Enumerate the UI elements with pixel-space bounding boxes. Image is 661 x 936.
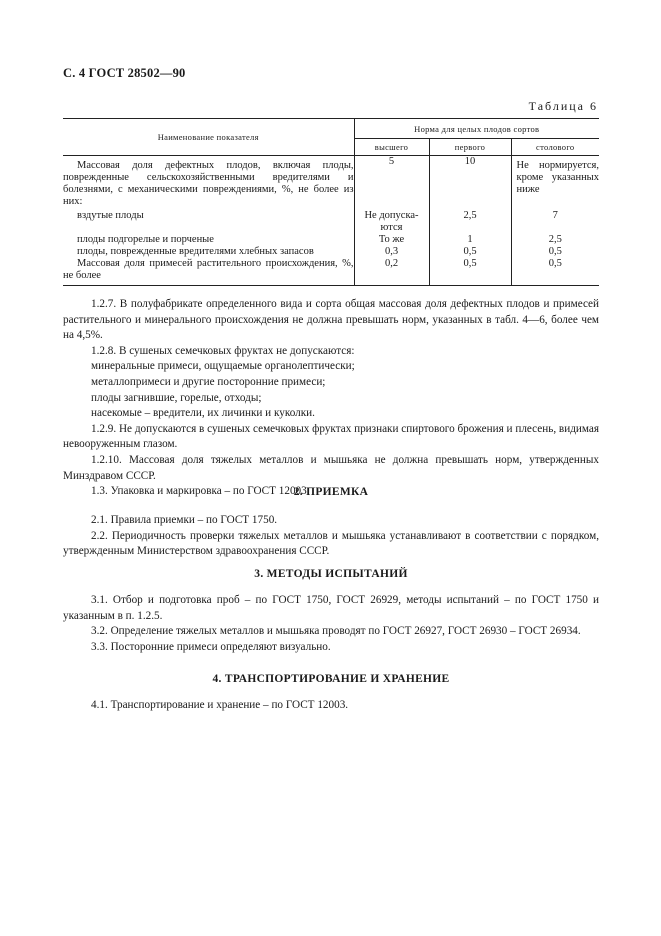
section-2-title: 2. ПРИЕМКА xyxy=(293,486,369,498)
section-4-body xyxy=(63,698,599,714)
clause-1-3: 1.3. Упаковка и маркировка – по ГОСТ 12003. xyxy=(91,485,310,498)
row-name: Массовая доля примесей растительного происхождения, %, не более xyxy=(63,258,354,286)
row-value-stolovogo: 7 xyxy=(511,210,599,234)
row-value-vysshego: 5 xyxy=(354,156,429,211)
row-value-pervogo: 2,5 xyxy=(429,210,511,234)
row-name: плоды подгорелые и порченые xyxy=(77,234,214,245)
list-item: металлопримеси и другие посторонние примеси; xyxy=(91,375,326,388)
row-name: вздутые плоды xyxy=(77,210,144,221)
row-value-stolovogo: Не нормируется, кроме указанных ниже xyxy=(511,156,599,211)
clause-2-1: 2.1. Правила приемки – по ГОСТ 1750. xyxy=(91,514,278,526)
row-value-stolovogo: 2,5 xyxy=(511,234,599,246)
clause-1-2-8: 1.2.8. В сушеных семечковых фруктах не допускаются: xyxy=(91,344,355,357)
section-4-title: 4. ТРАНСПОРТИРОВАНИЕ И ХРАНЕНИЕ xyxy=(212,673,450,685)
clause-3-2: 3.2. Определение тяжелых металлов и мышьяка проводят по ГОСТ 26927, ГОСТ 26930 – ГОСТ 26934. xyxy=(91,625,581,638)
row-name: Массовая доля дефектных плодов, включая плоды, поврежденные сельскохозяйственными вредителями и болезнями, с механическими повреждениями, %, не более из них: xyxy=(63,160,354,207)
row-value-vysshego: 0,3 xyxy=(354,246,429,258)
list-item: плоды загнившие, горелые, отходы; xyxy=(91,391,262,404)
table-row xyxy=(63,258,599,286)
page-header: С. 4 ГОСТ 28502—90 xyxy=(63,66,186,80)
col-name-header: Наименование показателя xyxy=(63,119,354,156)
row-value-pervogo: 1 xyxy=(429,234,511,246)
sub-header-vysshego: высшего xyxy=(354,139,429,156)
group-header: Норма для целых плодов сортов xyxy=(354,119,599,139)
row-value-vysshego: Не допуска-ются xyxy=(354,210,429,234)
clause-1-2-7: 1.2.7. В полуфабрикате определенного вида и сорта общая массовая доля дефектных плодов и примесей растительного и минерального происхождения не должна превышать норм, указанных в табл. 4—6, более чем на 4,5%. xyxy=(63,298,599,342)
row-value-pervogo: 0,5 xyxy=(429,258,511,286)
clause-3-3: 3.3. Посторонние примеси определяют визуально. xyxy=(91,640,331,653)
clause-4-1: 4.1. Транспортирование и хранение – по ГОСТ 12003. xyxy=(91,699,349,711)
clauses-1-2-7-to-1-3 xyxy=(63,297,599,500)
section-2-body xyxy=(63,513,599,560)
row-value-stolovogo: 0,5 xyxy=(511,258,599,286)
table-row xyxy=(63,156,599,211)
row-name: плоды, поврежденные вредителями хлебных запасов xyxy=(77,246,314,257)
clause-1-2-10: 1.2.10. Массовая доля тяжелых металлов и мышьяка не должна превышать норм, утвержденных Минздравом СССР. xyxy=(63,453,599,482)
sub-header-pervogo: первого xyxy=(429,139,511,156)
row-value-vysshego: 0,2 xyxy=(354,258,429,286)
norms-table xyxy=(63,118,599,286)
clause-3-1: 3.1. Отбор и подготовка проб – по ГОСТ 1750, ГОСТ 26929, методы испытаний – по ГОСТ 1750 и указанным в п. 1.2.5. xyxy=(63,594,599,622)
list-item: минеральные примеси, ощущаемые органолептически; xyxy=(91,360,355,373)
sub-header-stolovogo: столового xyxy=(511,139,599,156)
clause-2-2: 2.2. Периодичность проверки тяжелых металлов и мышьяка устанавливают в соответствии с порядком, утвержденным Министерством здравоохранения СССР. xyxy=(63,529,599,558)
section-3-title: 3. МЕТОДЫ ИСПЫТАНИЙ xyxy=(254,568,408,580)
table-caption: Таблица 6 xyxy=(528,99,598,113)
clause-1-2-9: 1.2.9. Не допускаются в сушеных семечковых фруктах признаки спиртового брожения и плесень, видимая невооруженным глазом. xyxy=(63,422,599,451)
section-3-body xyxy=(63,593,599,655)
table-row xyxy=(63,234,599,246)
list-item: насекомые – вредители, их личинки и куколки. xyxy=(91,407,315,420)
row-value-pervogo: 10 xyxy=(429,156,511,211)
table-row xyxy=(63,210,599,234)
row-value-vysshego: То же xyxy=(354,234,429,246)
row-value-stolovogo: 0,5 xyxy=(511,246,599,258)
row-value-pervogo: 0,5 xyxy=(429,246,511,258)
table-row xyxy=(63,246,599,258)
